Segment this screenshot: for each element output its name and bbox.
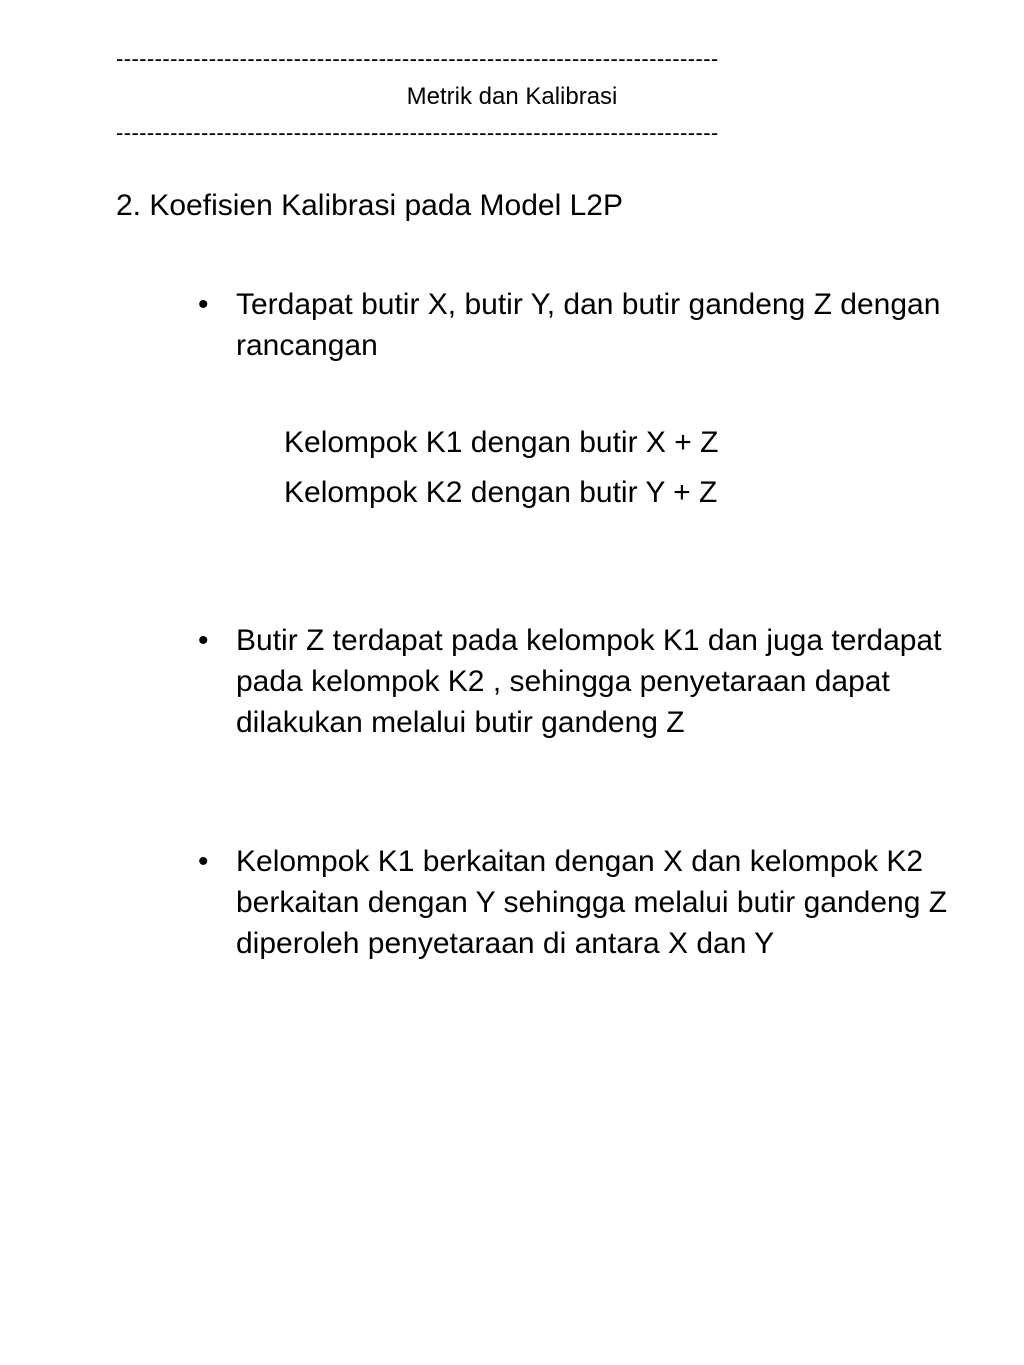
header-rule-bottom: ------------------------------------------------------------------------------ — [116, 120, 719, 145]
page-title: Metrik dan Kalibrasi — [406, 83, 618, 110]
bullet-text: Terdapat butir X, butir Y, dan butir gandeng Z dengan rancangan — [236, 288, 941, 362]
design-line-k2: Kelompok K2 dengan butir Y + Z — [284, 476, 718, 509]
bullet-marker: • — [198, 624, 209, 657]
section-heading: 2. Koefisien Kalibrasi pada Model L2P — [116, 189, 623, 222]
design-line-k1: Kelompok K1 dengan butir X + Z — [284, 426, 719, 459]
bullet-text: Kelompok K1 berkaitan dengan X dan kelompok K2 berkaitan dengan Y sehingga melalui butir gandeng Z diperoleh penyetaraan di antara X dan Y — [236, 845, 948, 960]
header-rule-top: ------------------------------------------------------------------------------ — [116, 46, 719, 71]
bullet-marker: • — [198, 845, 209, 878]
bullet-text: Butir Z terdapat pada kelompok K1 dan juga terdapat pada kelompok K2 , sehingga penyetaraan dapat dilakukan melalui butir gandeng Z — [236, 624, 942, 739]
bullet-marker: • — [198, 288, 209, 321]
